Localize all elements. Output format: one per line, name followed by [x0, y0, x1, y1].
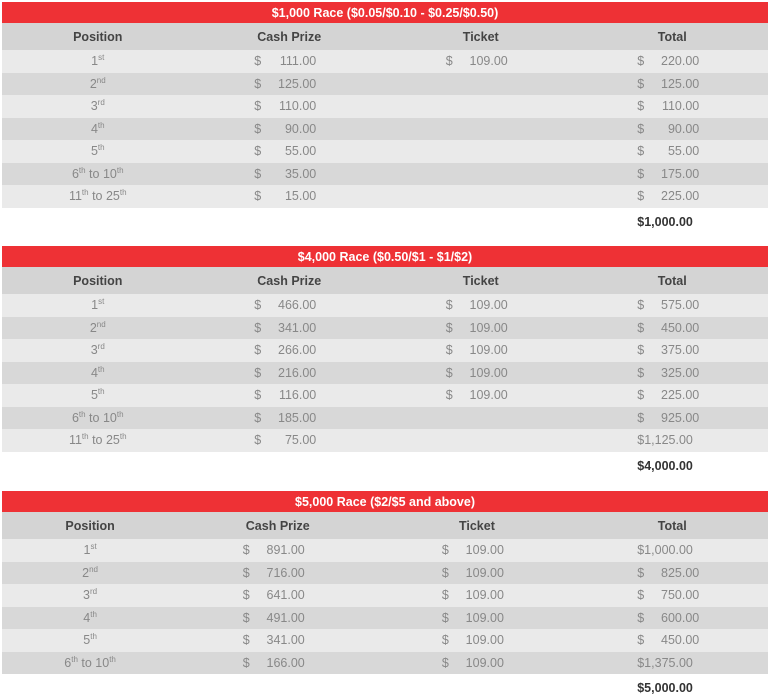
total-value: 225.00 [661, 388, 700, 403]
ticket-cell [377, 629, 576, 652]
total-cell [577, 95, 768, 118]
position-range: to 25 [88, 433, 120, 448]
ticket-cell-empty [385, 73, 577, 96]
position-cell [2, 407, 194, 430]
cash-prize-value: 111.00 [279, 54, 317, 69]
currency-symbol: $ [242, 588, 250, 603]
cash-prize-value: 891.00 [266, 543, 305, 558]
grand-total-cell [576, 674, 768, 700]
position-number: 4 [90, 365, 98, 380]
table-row [2, 384, 768, 407]
total-cell [577, 185, 768, 208]
race-table-4000 [2, 246, 768, 480]
table-row [2, 562, 768, 585]
grand-total-cell [577, 208, 768, 236]
race-title: $4,000 Race ($0.50/$1 - $1/$2) [2, 246, 768, 267]
cash-prize-cell [178, 629, 377, 652]
table-row [2, 317, 768, 340]
currency-symbol: $ [441, 610, 449, 625]
total-cell [577, 407, 768, 430]
race-title: $5,000 Race ($2/$5 and above) [2, 491, 768, 512]
position-range: to 10 [85, 410, 117, 425]
currency-symbol: $ [637, 343, 645, 358]
ticket-cell [385, 362, 577, 385]
position-suffix: nd [96, 319, 106, 329]
currency-symbol: $ [254, 433, 262, 448]
currency-symbol: $ [637, 320, 645, 335]
cash-prize-value: 55.00 [284, 144, 317, 159]
total-value: 175.00 [661, 166, 700, 181]
prize-table [2, 23, 768, 236]
currency-symbol: $ [254, 320, 262, 335]
ticket-value: 109.00 [469, 388, 508, 403]
race-table-5000 [2, 491, 768, 700]
position-suffix: th [90, 609, 97, 619]
table-row [2, 652, 768, 675]
ticket-cell-empty [385, 407, 577, 430]
table-row [2, 73, 768, 96]
currency-symbol: $ [254, 388, 262, 403]
position-number: 5 [83, 633, 91, 648]
ticket-cell [385, 50, 577, 73]
currency-symbol: $ [637, 565, 645, 580]
currency-symbol: $ [445, 365, 453, 380]
position-suffix: th [78, 409, 86, 419]
total-cell [577, 140, 768, 163]
currency-symbol: $ [637, 298, 645, 313]
table-row [2, 50, 768, 73]
ticket-cell [385, 339, 577, 362]
currency-symbol: $ [242, 655, 250, 670]
position-cell [2, 73, 194, 96]
table-row [2, 140, 768, 163]
ticket-value: 109.00 [469, 343, 508, 358]
cash-prize-cell [178, 539, 377, 562]
currency-symbol: $ [445, 320, 453, 335]
ticket-cell-empty [385, 140, 577, 163]
column-header-ticket: Ticket [377, 512, 576, 539]
total-cell [577, 118, 768, 141]
position-suffix: th [78, 165, 86, 175]
currency-symbol: $ [637, 121, 645, 136]
table-row [2, 629, 768, 652]
position-number: 3 [90, 99, 98, 114]
cash-prize-value: 266.00 [278, 343, 317, 358]
total-cell [577, 384, 768, 407]
currency-symbol: $ [637, 189, 645, 204]
position-suffix: st [98, 297, 105, 307]
total-value: 225.00 [661, 189, 700, 204]
grand-total-value: $4,000.00 [637, 458, 693, 473]
cash-prize-value: 491.00 [266, 610, 305, 625]
cash-prize-cell [194, 362, 386, 385]
cash-prize-value: 75.00 [284, 433, 317, 448]
currency-symbol: $ [441, 655, 449, 670]
ticket-cell [377, 652, 576, 675]
column-header-ticket: Ticket [385, 23, 577, 50]
ticket-value: 109.00 [465, 655, 504, 670]
position-suffix: th [81, 188, 89, 198]
currency-symbol: $ [441, 543, 449, 558]
total-value: 325.00 [661, 365, 700, 380]
currency-symbol: $ [637, 588, 645, 603]
column-header-total: Total [576, 512, 768, 539]
position-cell [2, 294, 194, 317]
total-cell [576, 629, 768, 652]
position-suffix: rd [90, 587, 98, 597]
ticket-value: 109.00 [465, 588, 504, 603]
cash-prize-cell [194, 429, 386, 452]
position-number: 2 [89, 320, 97, 335]
table-row [2, 429, 768, 452]
total-value: 450.00 [661, 633, 700, 648]
total-cell [576, 652, 768, 675]
column-header-ticket: Ticket [385, 267, 577, 294]
position-range-suffix: th [119, 432, 127, 442]
currency-symbol: $ [441, 565, 449, 580]
column-header-total: Total [577, 23, 768, 50]
total-cell [576, 562, 768, 585]
currency-symbol: $ [637, 76, 645, 91]
position-suffix: rd [97, 98, 105, 108]
position-range: to 10 [77, 655, 110, 670]
total-cell [577, 73, 768, 96]
column-header-cash-prize: Cash Prize [194, 23, 386, 50]
ticket-value: 109.00 [465, 543, 504, 558]
position-suffix: th [97, 387, 105, 397]
cash-prize-value: 125.00 [278, 76, 317, 91]
cash-prize-value: 716.00 [266, 565, 305, 580]
cash-prize-cell [178, 607, 377, 630]
cash-prize-value: 216.00 [278, 365, 317, 380]
currency-symbol: $ [637, 54, 645, 69]
position-cell [2, 50, 194, 73]
position-cell [2, 652, 178, 675]
total-cell [576, 584, 768, 607]
cash-prize-cell [194, 140, 386, 163]
position-cell [2, 629, 178, 652]
cash-prize-value: 341.00 [278, 320, 317, 335]
position-suffix: th [97, 364, 105, 374]
total-value: 575.00 [661, 298, 700, 313]
position-range-suffix: th [116, 165, 124, 175]
total-value: 220.00 [661, 54, 700, 69]
cash-prize-value: 110.00 [278, 99, 317, 114]
position-cell [2, 429, 194, 452]
position-suffix: st [90, 542, 97, 552]
cash-prize-value: 466.00 [278, 298, 317, 313]
position-range-suffix: th [116, 409, 124, 419]
column-header-position: Position [2, 23, 194, 50]
currency-symbol: $ [637, 410, 645, 425]
total-value: 55.00 [667, 144, 700, 159]
currency-symbol: $ [445, 343, 453, 358]
currency-symbol: $ [242, 565, 250, 580]
total-cell [577, 362, 768, 385]
position-range-suffix: th [119, 188, 127, 198]
total-value: $1,375.00 [637, 655, 693, 670]
grand-total-cell [577, 452, 768, 480]
ticket-cell-empty [385, 95, 577, 118]
cash-prize-value: 166.00 [266, 655, 305, 670]
currency-symbol: $ [254, 144, 262, 159]
cash-prize-cell [178, 652, 377, 675]
grand-total-value: $1,000.00 [637, 214, 693, 229]
position-range-suffix: th [109, 654, 116, 664]
position-number: 3 [90, 343, 98, 358]
position-cell [2, 163, 194, 186]
total-cell [577, 163, 768, 186]
ticket-cell-empty [385, 118, 577, 141]
cash-prize-cell [178, 584, 377, 607]
currency-symbol: $ [637, 610, 645, 625]
position-cell [2, 607, 178, 630]
table-row [2, 362, 768, 385]
race-table-1000 [2, 2, 768, 236]
position-cell [2, 118, 194, 141]
total-value: 600.00 [661, 610, 700, 625]
currency-symbol: $ [254, 298, 262, 313]
currency-symbol: $ [445, 298, 453, 313]
position-number: 6 [71, 410, 79, 425]
cash-prize-cell [194, 50, 386, 73]
currency-symbol: $ [242, 610, 250, 625]
ticket-cell [385, 294, 577, 317]
currency-symbol: $ [254, 121, 262, 136]
position-number: 4 [83, 610, 91, 625]
ticket-cell [377, 539, 576, 562]
position-number: 1 [91, 54, 99, 69]
currency-symbol: $ [637, 166, 645, 181]
cash-prize-cell [194, 339, 386, 362]
position-number: 5 [90, 388, 98, 403]
total-cell [577, 50, 768, 73]
position-suffix: nd [96, 75, 106, 85]
ticket-value: 109.00 [465, 610, 504, 625]
total-cell [577, 317, 768, 340]
cash-prize-cell [178, 562, 377, 585]
position-suffix: rd [97, 342, 105, 352]
cash-prize-cell [194, 185, 386, 208]
currency-symbol: $ [637, 388, 645, 403]
position-number: 11 [68, 189, 82, 204]
position-suffix: th [81, 432, 89, 442]
total-cell [577, 429, 768, 452]
position-cell [2, 584, 178, 607]
ticket-value: 109.00 [465, 565, 504, 580]
total-value: 925.00 [661, 410, 700, 425]
position-suffix: th [90, 632, 97, 642]
total-value: 750.00 [661, 588, 700, 603]
ticket-cell [377, 584, 576, 607]
column-header-position: Position [2, 267, 194, 294]
grand-total-value: $5,000.00 [637, 681, 693, 695]
grand-total-row [2, 208, 768, 236]
cash-prize-cell [194, 95, 386, 118]
prize-table [2, 512, 768, 700]
total-value: 110.00 [661, 99, 700, 114]
total-cell [576, 607, 768, 630]
ticket-value: 109.00 [469, 320, 508, 335]
total-value: 825.00 [661, 565, 700, 580]
position-suffix: th [97, 120, 105, 130]
ticket-cell [385, 384, 577, 407]
position-number: 2 [89, 76, 97, 91]
currency-symbol: $ [441, 588, 449, 603]
column-header-row [2, 512, 768, 539]
position-number: 6 [71, 166, 79, 181]
position-range: to 25 [88, 189, 120, 204]
total-cell [576, 539, 768, 562]
table-row [2, 584, 768, 607]
total-value: 375.00 [661, 343, 700, 358]
currency-symbol: $ [637, 144, 645, 159]
position-number: 2 [82, 565, 90, 580]
cash-prize-cell [194, 294, 386, 317]
position-cell [2, 140, 194, 163]
cash-prize-value: 90.00 [284, 121, 317, 136]
position-suffix: th [71, 654, 78, 664]
currency-symbol: $ [254, 343, 262, 358]
position-cell [2, 362, 194, 385]
grand-total-row [2, 452, 768, 480]
currency-symbol: $ [637, 633, 645, 648]
table-row [2, 118, 768, 141]
cash-prize-value: 116.00 [278, 388, 317, 403]
cash-prize-cell [194, 407, 386, 430]
currency-symbol: $ [254, 410, 262, 425]
ticket-cell [385, 317, 577, 340]
cash-prize-cell [194, 73, 386, 96]
ticket-value: 109.00 [465, 633, 504, 648]
position-number: 1 [91, 298, 99, 313]
currency-symbol: $ [242, 543, 250, 558]
column-header-row [2, 267, 768, 294]
currency-symbol: $ [254, 166, 262, 181]
grand-total-row [2, 674, 768, 700]
position-cell [2, 317, 194, 340]
position-number: 6 [64, 655, 72, 670]
position-number: 3 [83, 588, 90, 603]
position-suffix: nd [89, 564, 99, 574]
currency-symbol: $ [637, 365, 645, 380]
table-row [2, 339, 768, 362]
currency-symbol: $ [254, 189, 262, 204]
cash-prize-cell [194, 118, 386, 141]
total-value: 90.00 [667, 121, 700, 136]
position-number: 1 [83, 543, 91, 558]
total-value: $1,000.00 [637, 543, 693, 558]
currency-symbol: $ [254, 54, 262, 69]
table-row [2, 607, 768, 630]
column-header-cash-prize: Cash Prize [178, 512, 377, 539]
position-cell [2, 562, 178, 585]
table-row [2, 95, 768, 118]
column-header-cash-prize: Cash Prize [194, 267, 386, 294]
table-row [2, 539, 768, 562]
position-cell [2, 384, 194, 407]
position-cell [2, 185, 194, 208]
total-value: 450.00 [661, 320, 700, 335]
position-suffix: st [98, 53, 105, 63]
prize-table [2, 267, 768, 480]
currency-symbol: $ [242, 633, 250, 648]
ticket-cell-empty [385, 163, 577, 186]
ticket-cell-empty [385, 429, 577, 452]
cash-prize-value: 341.00 [266, 633, 305, 648]
currency-symbol: $ [445, 54, 453, 69]
table-row [2, 407, 768, 430]
currency-symbol: $ [254, 365, 262, 380]
cash-prize-value: 15.00 [284, 189, 317, 204]
cash-prize-value: 641.00 [266, 588, 305, 603]
ticket-value: 109.00 [469, 298, 508, 313]
column-header-total: Total [577, 267, 768, 294]
total-cell [577, 294, 768, 317]
column-header-position: Position [2, 512, 178, 539]
currency-symbol: $ [441, 633, 449, 648]
total-value: 125.00 [661, 76, 700, 91]
ticket-value: 109.00 [469, 365, 508, 380]
position-range: to 10 [85, 166, 117, 181]
position-suffix: th [97, 143, 105, 153]
total-cell [577, 339, 768, 362]
table-row [2, 185, 768, 208]
position-cell [2, 339, 194, 362]
currency-symbol: $ [445, 388, 453, 403]
ticket-cell [377, 562, 576, 585]
cash-prize-cell [194, 384, 386, 407]
cash-prize-value: 35.00 [284, 166, 317, 181]
cash-prize-value: 185.00 [278, 410, 317, 425]
cash-prize-cell [194, 317, 386, 340]
position-number: 4 [90, 121, 98, 136]
column-header-row [2, 23, 768, 50]
position-cell [2, 95, 194, 118]
position-number: 5 [90, 144, 98, 159]
currency-symbol: $ [254, 76, 262, 91]
currency-symbol: $ [254, 99, 262, 114]
position-cell [2, 539, 178, 562]
ticket-value: 109.00 [469, 54, 508, 69]
currency-symbol: $ [637, 99, 645, 114]
race-title: $1,000 Race ($0.05/$0.10 - $0.25/$0.50) [2, 2, 768, 23]
total-value: $1,125.00 [637, 433, 693, 448]
table-row [2, 163, 768, 186]
cash-prize-cell [194, 163, 386, 186]
table-row [2, 294, 768, 317]
position-number: 11 [68, 433, 82, 448]
ticket-cell-empty [385, 185, 577, 208]
ticket-cell [377, 607, 576, 630]
